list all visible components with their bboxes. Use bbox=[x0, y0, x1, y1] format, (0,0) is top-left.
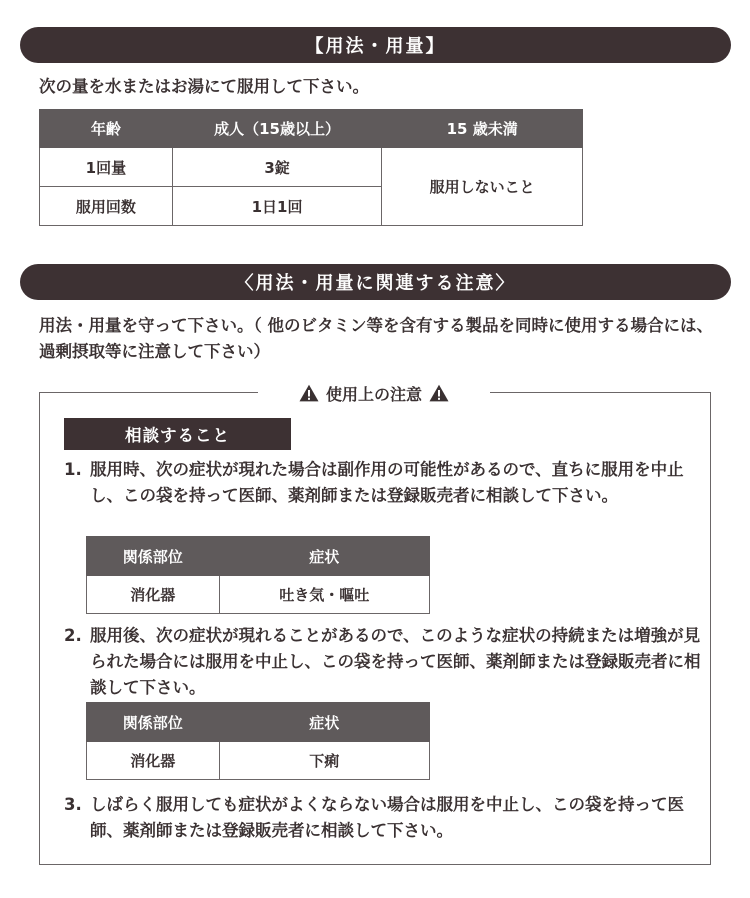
header-symptom: 症状 bbox=[219, 537, 429, 576]
symptom-table-header-row bbox=[87, 537, 430, 576]
symptom-value: 下痢 bbox=[219, 742, 429, 780]
header-adult: 成人（15歳以上） bbox=[172, 110, 382, 148]
symptom-table-header-row bbox=[87, 703, 430, 742]
dosage-section-banner bbox=[20, 27, 731, 63]
consult-label-text: 相談すること bbox=[125, 426, 230, 445]
dosage-notes-text: 用法・用量を守って下さい。（ 他のビタミン等を含有する製品を同時に使用する場合には、過剰摂取等に注意して下さい） bbox=[39, 316, 713, 361]
header-body-part: 関係部位 bbox=[87, 537, 220, 576]
table-row bbox=[87, 576, 430, 614]
list-item-number: 2. bbox=[64, 626, 82, 645]
list-item bbox=[64, 457, 704, 509]
caution-title bbox=[258, 380, 490, 406]
list-item-text: 服用時、次の症状が現れた場合は副作用の可能性があるので、直ちに服用を中止し、この袋を持って医師、薬剤師または登録販売者に相談して下さい。 bbox=[90, 460, 684, 505]
table-row bbox=[87, 742, 430, 780]
row-label-frequency: 服用回数 bbox=[40, 187, 173, 226]
header-body-part: 関係部位 bbox=[87, 703, 220, 742]
list-item-text: しばらく服用しても症状がよくならない場合は服用を中止し、この袋を持って医師、薬剤師または登録販売者に相談して下さい。 bbox=[90, 795, 684, 840]
adult-dose-value: 3錠 bbox=[172, 148, 382, 187]
symptom-table bbox=[86, 536, 430, 614]
warning-icon bbox=[429, 384, 449, 402]
row-label-dose: 1回量 bbox=[40, 148, 173, 187]
body-part-value: 消化器 bbox=[87, 576, 220, 614]
adult-frequency-value: 1日1回 bbox=[172, 187, 382, 226]
header-under15: 15 歳未満 bbox=[382, 110, 583, 148]
header-age: 年齢 bbox=[40, 110, 173, 148]
dosage-table bbox=[39, 109, 583, 226]
symptom-table bbox=[86, 702, 430, 780]
caution-title-label: 使用上の注意 bbox=[325, 384, 422, 404]
under15-value: 服用しないこと bbox=[382, 148, 583, 226]
dosage-table-header-row bbox=[40, 110, 583, 148]
list-item bbox=[64, 623, 704, 701]
table-row bbox=[40, 148, 583, 187]
dosage-intro-text: 次の量を水またはお湯にて服用して下さい。 bbox=[39, 77, 369, 96]
dosage-notes-banner bbox=[20, 264, 731, 300]
warning-icon bbox=[299, 384, 319, 402]
list-item bbox=[64, 792, 704, 844]
dosage-notes-title: 〈用法・用量に関連する注意〉 bbox=[235, 273, 516, 294]
list-item-number: 3. bbox=[64, 795, 82, 814]
header-symptom: 症状 bbox=[219, 703, 429, 742]
consult-label bbox=[64, 418, 291, 450]
symptom-value: 吐き気・嘔吐 bbox=[219, 576, 429, 614]
list-item-text: 服用後、次の症状が現れることがあるので、このような症状の持続または増強が見られた場合には服用を中止し、この袋を持って医師、薬剤師または登録販売者に相談して下さい。 bbox=[90, 626, 701, 697]
dosage-section-title: 【用法・用量】 bbox=[305, 36, 446, 57]
list-item-number: 1. bbox=[64, 460, 82, 479]
body-part-value: 消化器 bbox=[87, 742, 220, 780]
